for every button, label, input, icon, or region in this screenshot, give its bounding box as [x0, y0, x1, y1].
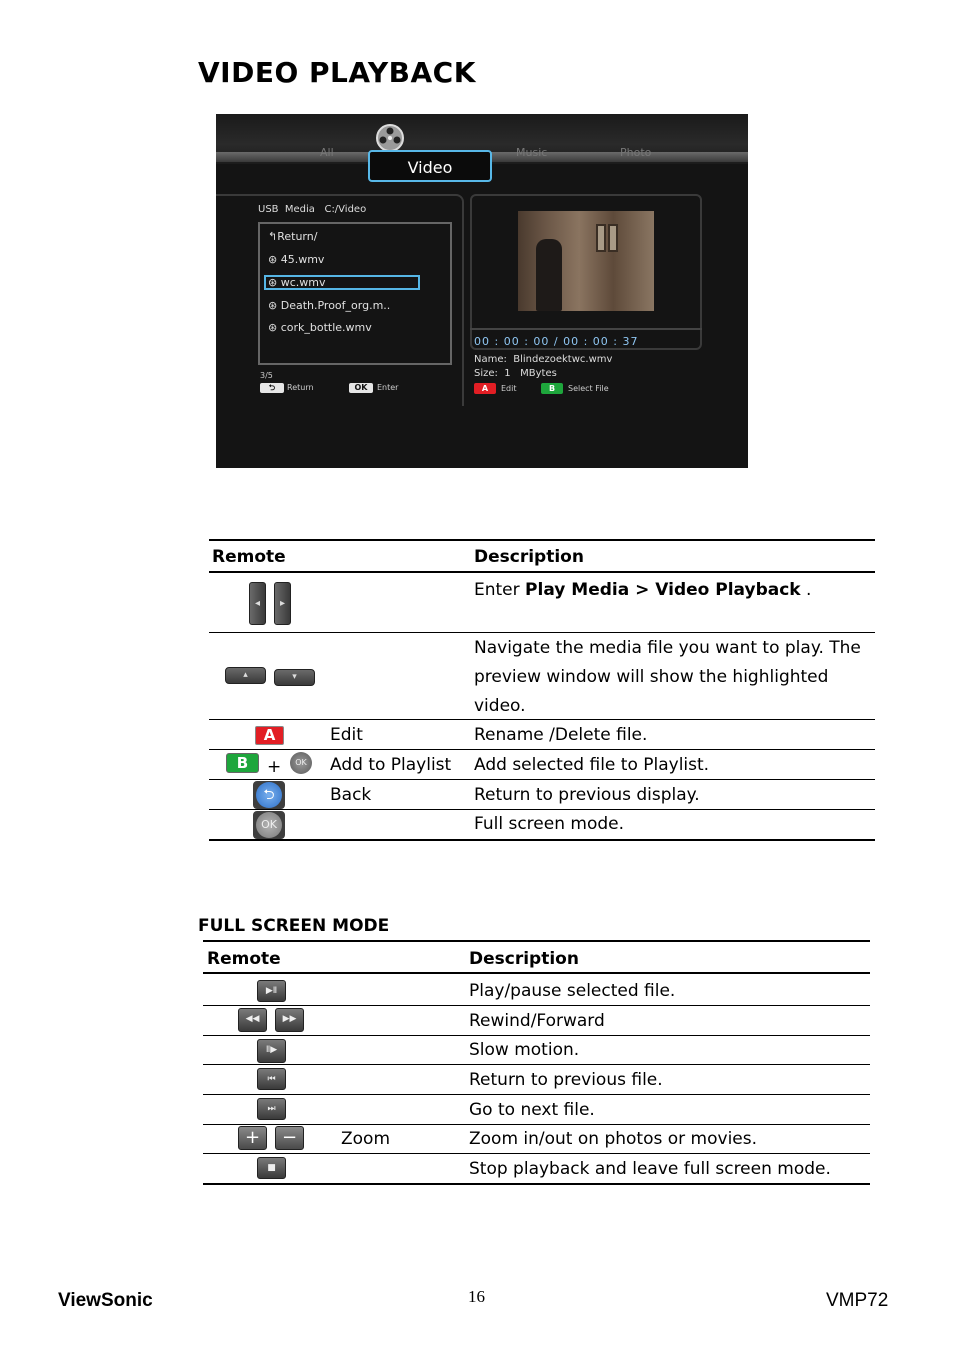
file-name-info: Name: Blindezoektwc.wmv [474, 354, 613, 365]
b-button-label: Select File [568, 384, 609, 393]
page-number: 16 [468, 1287, 485, 1306]
row-divider [209, 749, 875, 750]
row-action: Add to Playlist [330, 755, 452, 775]
playback-time: 00 : 00 : 00 / 00 : 00 : 37 [474, 335, 639, 348]
zoom-out-icon: − [275, 1126, 304, 1150]
tab-all[interactable]: All [320, 146, 334, 159]
next-file-icon: ⏭ [257, 1098, 286, 1120]
previous-file-icon: ⏮ [257, 1068, 286, 1090]
rewind-icon: ◀◀ [238, 1008, 267, 1032]
row-divider [203, 1153, 870, 1154]
row-description: Play/pause selected file. [469, 981, 676, 1001]
thumbnail-frame [596, 224, 606, 252]
return-key-label: Return [287, 383, 314, 392]
a-key-icon: A [255, 726, 284, 745]
row-action: Back [330, 785, 372, 805]
tab-photo[interactable]: Photo [620, 146, 652, 159]
table-header-rule [203, 972, 870, 974]
row-description: Rewind/Forward [469, 1011, 605, 1031]
up-arrow-icon: ▴ [225, 667, 266, 684]
ok-key: OK [349, 383, 373, 393]
file-list [258, 222, 452, 365]
a-button-label: Edit [501, 384, 517, 393]
brand-name: ViewSonic [58, 1290, 153, 1311]
file-counter: 3/5 [260, 371, 273, 380]
thumbnail-frame [608, 224, 618, 252]
table-top-rule [203, 940, 870, 942]
row-description: Zoom in/out on photos or movies. [469, 1129, 758, 1149]
table-header-rule [209, 571, 875, 573]
list-item[interactable]: ↰Return/ [268, 230, 318, 243]
media-path: USB Media C:/Video [258, 204, 367, 215]
page-title: VIDEO PLAYBACK [198, 56, 476, 89]
header-remote: Remote [212, 547, 286, 567]
header-description: Description [469, 949, 579, 969]
table-top-rule [209, 539, 875, 541]
ok-key-icon: OK [253, 811, 285, 839]
row-description: Navigate the media file you want to play. The [474, 638, 861, 658]
section-title: FULL SCREEN MODE [198, 916, 390, 936]
header-description: Description [474, 547, 584, 567]
tab-music[interactable]: Music [516, 146, 548, 159]
row-divider [203, 1124, 870, 1125]
ok-key-icon: OK [290, 752, 312, 774]
slow-motion-icon: Ⅱ▶ [257, 1039, 286, 1063]
time-divider [470, 328, 702, 330]
film-icon: ⊛ [268, 321, 281, 334]
file-size-info: Size: 1 MBytes [474, 368, 557, 379]
play-pause-icon: ▶Ⅱ [257, 980, 286, 1002]
film-icon: ⊛ [268, 299, 281, 312]
video-browser-screenshot [216, 114, 748, 468]
b-button[interactable]: B [541, 383, 563, 394]
plus-sign: + [267, 757, 282, 777]
return-key-icon: ⮌ [260, 383, 284, 393]
stop-icon: ■ [257, 1157, 286, 1179]
header-remote: Remote [207, 949, 281, 969]
back-arrow-icon: ⮌ [256, 782, 282, 808]
row-description: video. [474, 696, 526, 716]
row-action: Zoom [341, 1129, 391, 1149]
zoom-in-icon: + [238, 1126, 267, 1150]
thumbnail-figure [536, 239, 562, 311]
table-bottom-rule [203, 1183, 870, 1185]
row-description: Stop playback and leave full screen mode. [469, 1159, 831, 1179]
row-description: Go to next file. [469, 1100, 595, 1120]
list-item[interactable]: ⊛ cork_bottle.wmv [268, 321, 372, 334]
right-arrow-icon: ▸ [274, 582, 291, 625]
row-divider [209, 779, 875, 780]
row-description: Return to previous file. [469, 1070, 663, 1090]
row-description: Slow motion. [469, 1040, 580, 1060]
list-item[interactable]: ⊛ Death.Proof_org.m.. [268, 299, 391, 312]
row-description: preview window will show the highlighted [474, 667, 829, 687]
tab-video[interactable]: Video [368, 150, 492, 182]
row-divider [209, 632, 875, 633]
list-item[interactable]: ⊛ 45.wmv [268, 253, 325, 266]
row-divider [203, 1035, 870, 1036]
row-divider [209, 719, 875, 720]
row-divider [203, 1094, 870, 1095]
film-icon: ⊛ [268, 253, 281, 266]
model-name: VMP72 [826, 1290, 889, 1311]
fast-forward-icon: ▶▶ [275, 1008, 304, 1032]
list-item[interactable]: ⊛ wc.wmv [268, 276, 326, 289]
row-description: Full screen mode. [474, 814, 625, 834]
row-description: Rename /Delete file. [474, 725, 648, 745]
row-description: Enter Play Media > Video Playback . [474, 580, 812, 600]
row-divider [203, 1005, 870, 1006]
down-arrow-icon: ▾ [274, 669, 315, 686]
left-arrow-icon: ◂ [249, 582, 266, 625]
b-key-icon: B [226, 753, 259, 773]
row-divider [209, 809, 875, 810]
film-icon: ⊛ [268, 276, 281, 289]
return-icon: ↰ [268, 230, 278, 243]
row-divider [203, 1064, 870, 1065]
back-key-icon [253, 781, 285, 809]
row-action: Edit [330, 725, 363, 745]
row-description: Return to previous display. [474, 785, 700, 805]
table-bottom-rule [209, 839, 875, 841]
row-description: Add selected file to Playlist. [474, 755, 710, 775]
enter-key-label: Enter [377, 383, 399, 392]
a-button[interactable]: A [474, 383, 496, 394]
